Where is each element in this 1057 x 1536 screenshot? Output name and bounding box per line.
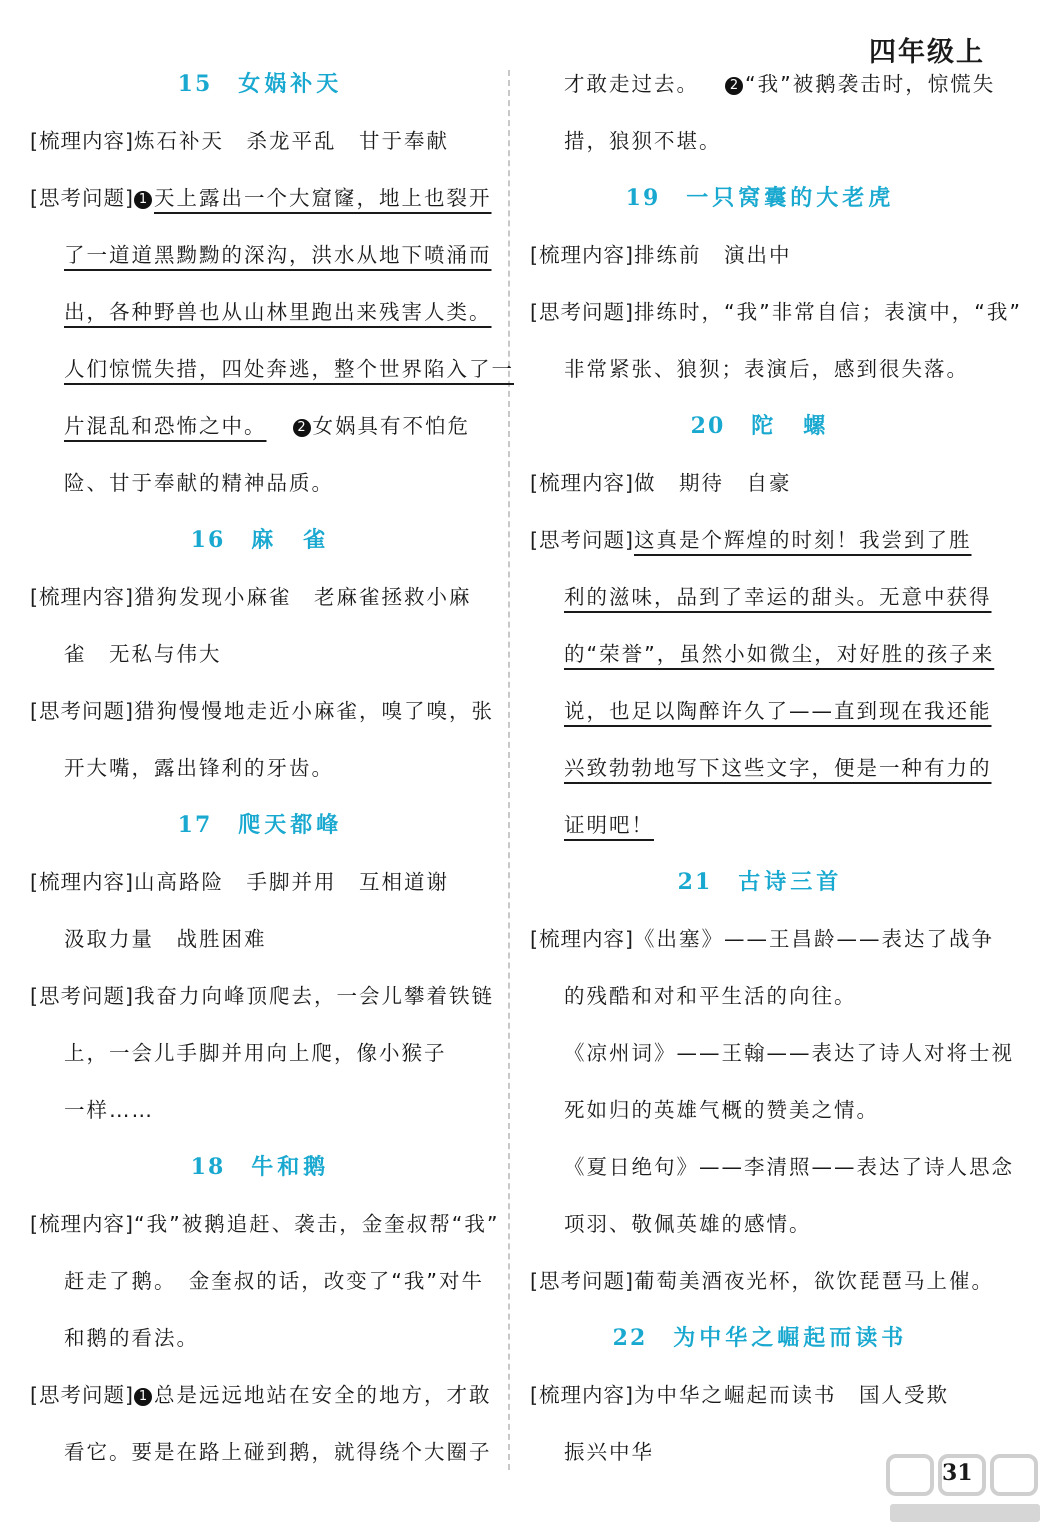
text-line: 看它。要是在路上碰到鹅，就得绕个大圈子 <box>64 1440 492 1464</box>
text-line: 的“荣誉”，虽然小如微尘，对好胜的孩子来 <box>564 642 995 666</box>
section-title-19: 19 一只窝囊的大老虎 <box>625 185 895 211</box>
text-line: 赶走了鹅。 金奎叔的话，改变了“我”对牛 <box>64 1269 484 1293</box>
text-line: [思考问题] 1 总是远远地站在安全的地方，才敢 <box>30 1383 492 1407</box>
section-title-22: 22 为中华之崛起而读书 <box>612 1325 908 1351</box>
column-divider <box>508 70 510 1470</box>
section-title-17: 17 爬天都峰 <box>177 812 343 838</box>
text-line: 措，狼狈不堪。 <box>564 129 722 153</box>
text-line: [思考问题]猎狗慢慢地走近小麻雀，嗅了嗅，张 <box>30 699 494 723</box>
text-line: [思考问题]排练时，“我”非常自信；表演中，“我” <box>530 300 1022 324</box>
number-marker-icon: 1 <box>134 191 152 209</box>
text-line: [梳理内容]《出塞》——王昌龄——表达了战争 <box>530 927 994 951</box>
text-line: 雀 无私与伟大 <box>64 642 222 666</box>
text-line: 说，也足以陶醉许久了——直到现在我还能 <box>564 699 992 723</box>
text-line: 开大嘴，露出锋利的牙齿。 <box>64 756 334 780</box>
number-marker-icon: 1 <box>134 1388 152 1406</box>
text-line: [梳理内容]炼石补天 杀龙平乱 甘于奉献 <box>30 129 449 153</box>
text-line: [思考问题] 1 天上露出一个大窟窿，地上也裂开 <box>30 186 492 210</box>
page-number: 31 <box>942 1460 973 1486</box>
text-line: [梳理内容]为中华之崛起而读书 国人受欺 <box>530 1383 949 1407</box>
text-line: 《夏日绝句》——李清照——表达了诗人思念 <box>564 1155 1014 1179</box>
text-line: 险、甘于奉献的精神品质。 <box>64 471 334 495</box>
text-line: 汲取力量 战胜困难 <box>64 927 267 951</box>
text-line: 振兴中华 <box>564 1440 654 1464</box>
text-line: [思考问题]葡萄美酒夜光杯，欲饮琵琶马上催。 <box>530 1269 994 1293</box>
section-title-16: 16 麻 雀 <box>190 527 330 553</box>
text-line: 项羽、敬佩英雄的感情。 <box>564 1212 812 1236</box>
right-column <box>530 56 1022 1481</box>
text-line: 才敢走过去。 2 “我”被鹅袭击时，惊慌失 <box>564 72 996 96</box>
text-line: 片混乱和恐怖之中。 2 女娲具有不怕危 <box>64 414 470 438</box>
text-line: 一样…… <box>64 1098 154 1122</box>
text-line: 死如归的英雄气概的赞美之情。 <box>564 1098 879 1122</box>
section-title-15: 15 女娲补天 <box>177 71 343 97</box>
text-line: 的残酷和对和平生活的向往。 <box>564 984 857 1008</box>
text-line: [梳理内容]山高路险 手脚并用 互相道谢 <box>30 870 449 894</box>
text-line: 利的滋味，品到了幸运的甜头。无意中获得 <box>564 585 992 609</box>
text-line: [梳理内容]“我”被鹅追赶、袭击，金奎叔帮“我” <box>30 1212 500 1236</box>
text-line: 了一道道黑黝黝的深沟，洪水从地下喷涌而 <box>64 243 492 267</box>
text-line: 和鹅的看法。 <box>64 1326 199 1350</box>
text-line: 兴致勃勃地写下这些文字，便是一种有力的 <box>564 756 992 780</box>
grade-label: 四年级上 <box>869 37 985 68</box>
text-line: 证明吧！ <box>564 813 654 837</box>
left-column <box>30 56 514 1481</box>
text-line: [梳理内容]排练前 演出中 <box>530 243 792 267</box>
text-line: 非常紧张、狼狈；表演后，感到很失落。 <box>564 357 969 381</box>
text-line: [思考问题]我奋力向峰顶爬去，一会儿攀着铁链 <box>30 984 494 1008</box>
number-marker-icon: 2 <box>293 419 311 437</box>
text-line: 出，各种野兽也从山林里跑出来残害人类。 <box>64 300 492 324</box>
text-line: [思考问题]这真是个辉煌的时刻！我尝到了胜 <box>530 528 972 552</box>
section-title-20: 20 陀 螺 <box>690 413 830 439</box>
text-line: [梳理内容]猎狗发现小麻雀 老麻雀拯救小麻 <box>30 585 472 609</box>
text-line: 人们惊慌失措，四处奔逃，整个世界陷入了一 <box>64 357 514 381</box>
text-line: 上，一会儿手脚并用向上爬，像小猴子 <box>64 1041 447 1065</box>
section-title-21: 21 古诗三首 <box>677 869 843 895</box>
section-title-18: 18 牛和鹅 <box>190 1154 330 1180</box>
number-marker-icon: 2 <box>725 77 743 95</box>
text-line: 《凉州词》——王翰——表达了诗人对将士视 <box>564 1041 1014 1065</box>
text-line: [梳理内容]做 期待 自豪 <box>530 471 792 495</box>
